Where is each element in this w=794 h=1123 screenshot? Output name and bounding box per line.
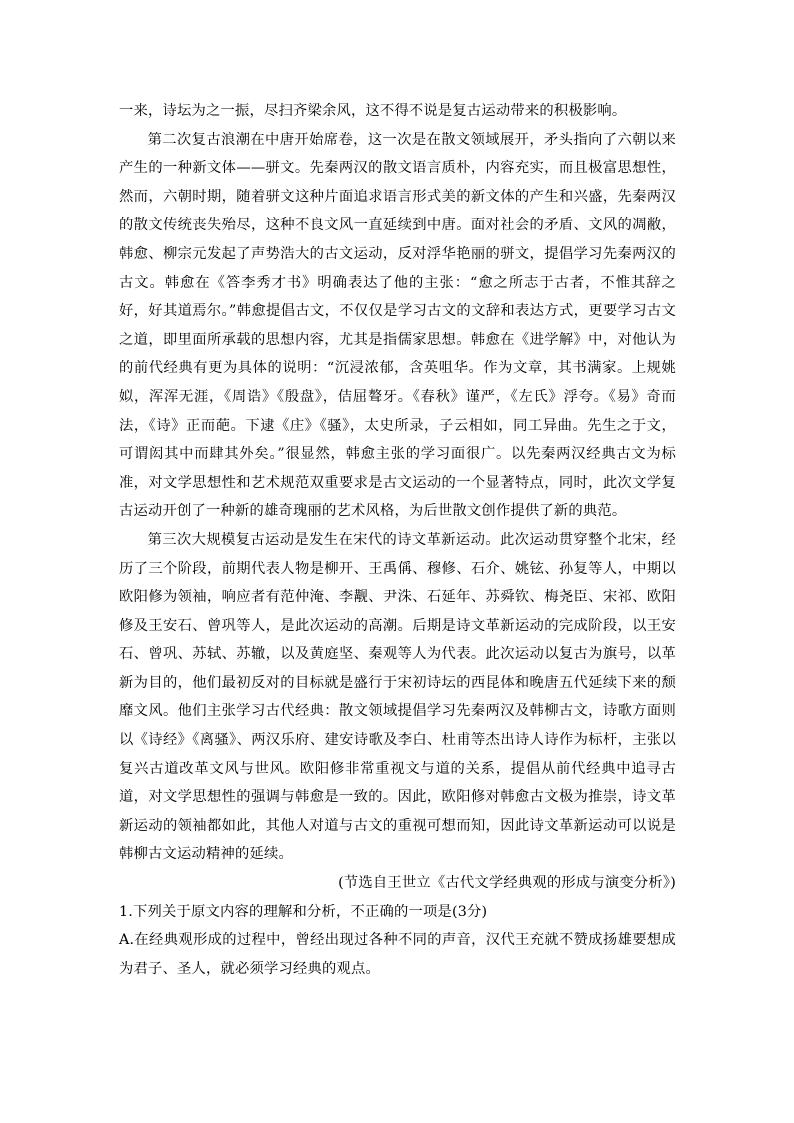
document-page: [119, 97, 676, 983]
paragraph-1: 一来，诗坛为之一振，尽扫齐梁余风，这不得不说是复古运动带来的积极影响。: [119, 103, 627, 119]
question-stem: 1.下列关于原文内容的理解和分析，不正确的一项是(3分): [119, 903, 488, 920]
paragraph-3: 第三次大规模复古运动是发生在宋代的诗文革新运动。此次运动贯穿整个北宋，经历了三个阶段，前期代表人物是柳开、王禹偁、穆修、石介、姚铉、孙复等人，中期以欧阳修为领袖，响应者有范仲淹、李觏、尹洙、石延年、苏舜钦、梅尧臣、宋祁、欧阳修及王安石、曾巩等人，是此次运动的高潮。后期是诗文革新运动的完成阶段，以王安石、曾巩、苏轼、苏辙，以及黄庭坚、秦观等人为代表。此次运动以复古为旗号，以革新为目的，他们最初反对的目标就是盛行于宋初诗坛的西昆体和晚唐五代延续下来的颓靡文风。他们主张学习古代经典：散文领域提倡学习先秦两汉及韩柳古文，诗歌方面则以《诗经》《离骚》、两汉乐府、建安诗歌及李白、杜甫等杰出诗人诗作为标杆，主张以复兴古道改革文风与世风。欧阳修非常重视文与道的关系，提倡从前代经典中追寻古道，对文学思想性的强调与韩愈是一致的。因此，欧阳修对韩愈古文极为推崇，诗文革新运动的领袖都如此，其他人对道与古文的重视可想而知，因此诗文革新运动可以说是韩柳古文运动精神的延续。: [119, 531, 676, 863]
source-note: (节选自王世立《古代文学经典观的形成与演变分析》): [338, 875, 676, 892]
option-a: A.在经典观形成的过程中，曾经出现过各种不同的声音，汉代王充就不赞成扬雄要想成为君子、圣人，就必须学习经典的观点。: [119, 932, 676, 977]
paragraph-2: 第二次复古浪潮在中唐开始席卷，这一次是在散文领域展开，矛头指向了六朝以来产生的一种新文体——骈文。先秦两汉的散文语言质朴，内容充实，而且极富思想性，然而，六朝时期，随着骈文这种片面追求语言形式美的新文体的产生和兴盛，先秦两汉的散文传统丧失殆尽，这种不良文风一直延续到中唐。面对社会的矛盾、文风的凋敝，韩愈、柳宗元发起了声势浩大的古文运动，反对浮华艳丽的骈文，提倡学习先秦两汉的古文。韩愈在《答李秀才书》明确表达了他的主张：“愈之所志于古者，不惟其辞之好，好其道焉尔。”韩愈提倡古文，不仅仅是学习古文的文辞和表达方式，更要学习古文之道，即里面所承载的思想内容，尤其是指儒家思想。韩愈在《进学解》中，对他认为的前代经典有更为具体的说明：“沉浸浓郁，含英咀华。作为文章，其书满家。上规姚姒，浑浑无涯，《周诰》《殷盘》，佶屈聱牙。《春秋》谨严，《左氏》浮夸。《易》奇而法，《诗》正而葩。下逮《庄》《骚》，太史所录，子云相如，同工异曲。先生之于文，可谓闳其中而肆其外矣。”很显然，韩愈主张的学习面很广。以先秦两汉经典古文为标准，对文学思想性和艺术规范双重要求是古文运动的一个显著特点，同时，此次文学复古运动开创了一种新的雄奇瑰丽的艺术风格，为后世散文创作提供了新的典范。: [119, 131, 676, 520]
